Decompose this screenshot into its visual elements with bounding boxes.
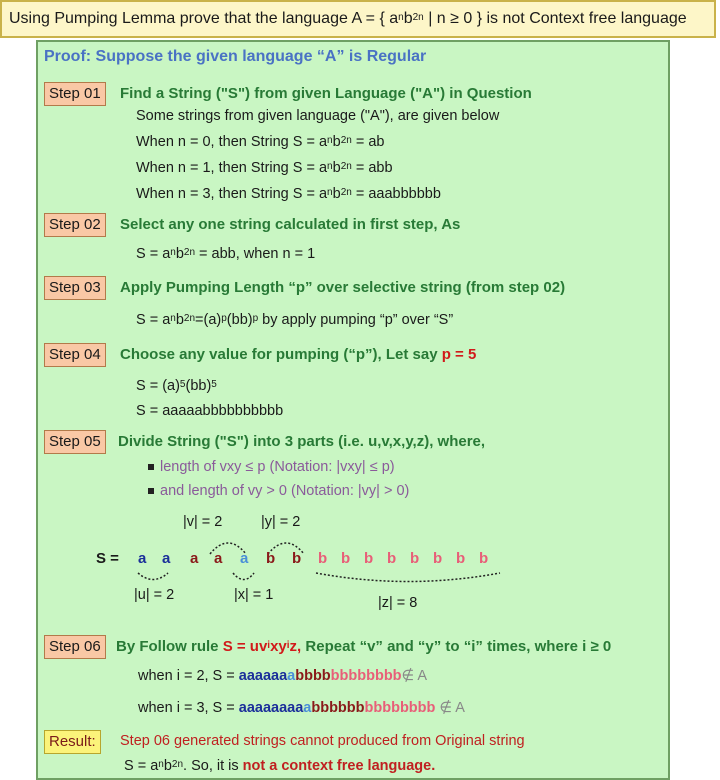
step-06-heading: By Follow rule $S = uv^ixy^iz$, Repeat “v” and “y” to “i” times, where i ≥ 0	[116, 638, 612, 655]
question-title	[0, 0, 716, 38]
diagram-letter-y2: b	[292, 550, 302, 567]
step-06-badge: Step 06	[44, 635, 106, 659]
proof-panel	[36, 40, 670, 780]
diagram-letter-z4: b	[387, 550, 397, 567]
diagram-letter-z8: b	[479, 550, 489, 567]
step-04-badge: Step 04	[44, 343, 106, 367]
diagram-letter-z1: b	[318, 550, 328, 567]
step-04-heading: Choose any value for pumping (“p”), Let say p = 5	[120, 346, 477, 363]
step-02-badge: Step 02	[44, 213, 106, 237]
step-02-line: $S = a^nb^{2n}$ = abb, when n = 1	[136, 246, 316, 262]
step-02-heading: Select any one string calculated in first step, As	[120, 216, 461, 233]
v-length-label: |v| = 2	[183, 514, 223, 530]
partition-arcs	[38, 530, 668, 610]
s-equals-label: S =	[96, 550, 119, 567]
step-03-badge: Step 03	[44, 276, 106, 300]
bullet-icon	[148, 488, 154, 494]
title-prefix: Using Pumping Lemma prove that the language A = { a	[9, 10, 399, 27]
result-badge: Result:	[44, 730, 101, 754]
step-06-line-1: when i = 2, S = aaaaaaabbbbbbbbbbbb∉ A	[138, 668, 428, 684]
step-01-line-1: When n = 0, then String $S = a^nb^{2n}$ = ab	[136, 134, 385, 150]
diagram-letter-u1: a	[138, 550, 147, 567]
title-suffix: | n ≥ 0 } is not Context free language	[423, 10, 687, 27]
proof-heading: Proof: Suppose the given language “A” is Regular	[44, 48, 427, 65]
step-04-p-value: p = 5	[441, 346, 477, 363]
title-sup-2n: 2n	[412, 12, 424, 23]
step-01-intro: Some strings from given language ("A"), are given below	[136, 108, 500, 124]
step-05-bullet-1: length of vxy ≤ p (Notation: |vxy| ≤ p)	[148, 459, 395, 475]
result-line-2: $S = a^nb^{2n}$. So, it is not a context free language.	[124, 758, 436, 774]
diagram-letter-u2: a	[162, 550, 171, 567]
diagram-letter-v1: a	[190, 550, 199, 567]
diagram-letter-y1: b	[266, 550, 276, 567]
diagram-letter-z7: b	[456, 550, 466, 567]
diagram-letter-z2: b	[341, 550, 351, 567]
step-06-line-2: when i = 3, S = aaaaaaaaabbbbbbbbbbbbbb ∉ A	[138, 700, 465, 716]
step-05-heading: Divide String ("S") into 3 parts (i.e. u,v,x,y,z), where,	[118, 433, 486, 450]
diagram-letter-z6: b	[433, 550, 443, 567]
step-01-line-3: When n = 3, then String $S = a^nb^{2n}$ = aaabbbbbb	[136, 186, 441, 202]
bullet-icon	[148, 464, 154, 470]
diagram-letter-z3: b	[364, 550, 374, 567]
step-01-badge: Step 01	[44, 82, 106, 106]
diagram-letter-x: a	[240, 550, 249, 567]
step-04-line-2: S = aaaaabbbbbbbbbb	[136, 403, 284, 419]
diagram-letter-z5: b	[410, 550, 420, 567]
z-length-label: |z| = 8	[378, 595, 418, 611]
x-length-label: |x| = 1	[234, 587, 274, 603]
y-length-label: |y| = 2	[261, 514, 301, 530]
diagram-letter-v2: a	[214, 550, 223, 567]
step-03-line: $S = a^nb^{2n}=(a)^p(bb)^p$ by apply pumping “p” over “S”	[136, 312, 454, 328]
step-03-heading: Apply Pumping Length “p” over selective string (from step 02)	[120, 279, 566, 296]
step-05-badge: Step 05	[44, 430, 106, 454]
step-04-line-1: $S = (a)^5(bb)^5$	[136, 378, 217, 394]
title-b: b	[403, 10, 413, 27]
title-sup-n: n	[398, 12, 404, 23]
result-line-1: Step 06 generated strings cannot produced from Original string	[120, 733, 525, 749]
step-01-line-2: When n = 1, then String $S = a^nb^{2n}$ = abb	[136, 160, 393, 176]
u-length-label: |u| = 2	[134, 587, 175, 603]
step-01-heading: Find a String ("S") from given Language ("A") in Question	[120, 85, 532, 102]
step-05-bullet-2: and length of vy > 0 (Notation: |vy| > 0)	[148, 483, 409, 499]
